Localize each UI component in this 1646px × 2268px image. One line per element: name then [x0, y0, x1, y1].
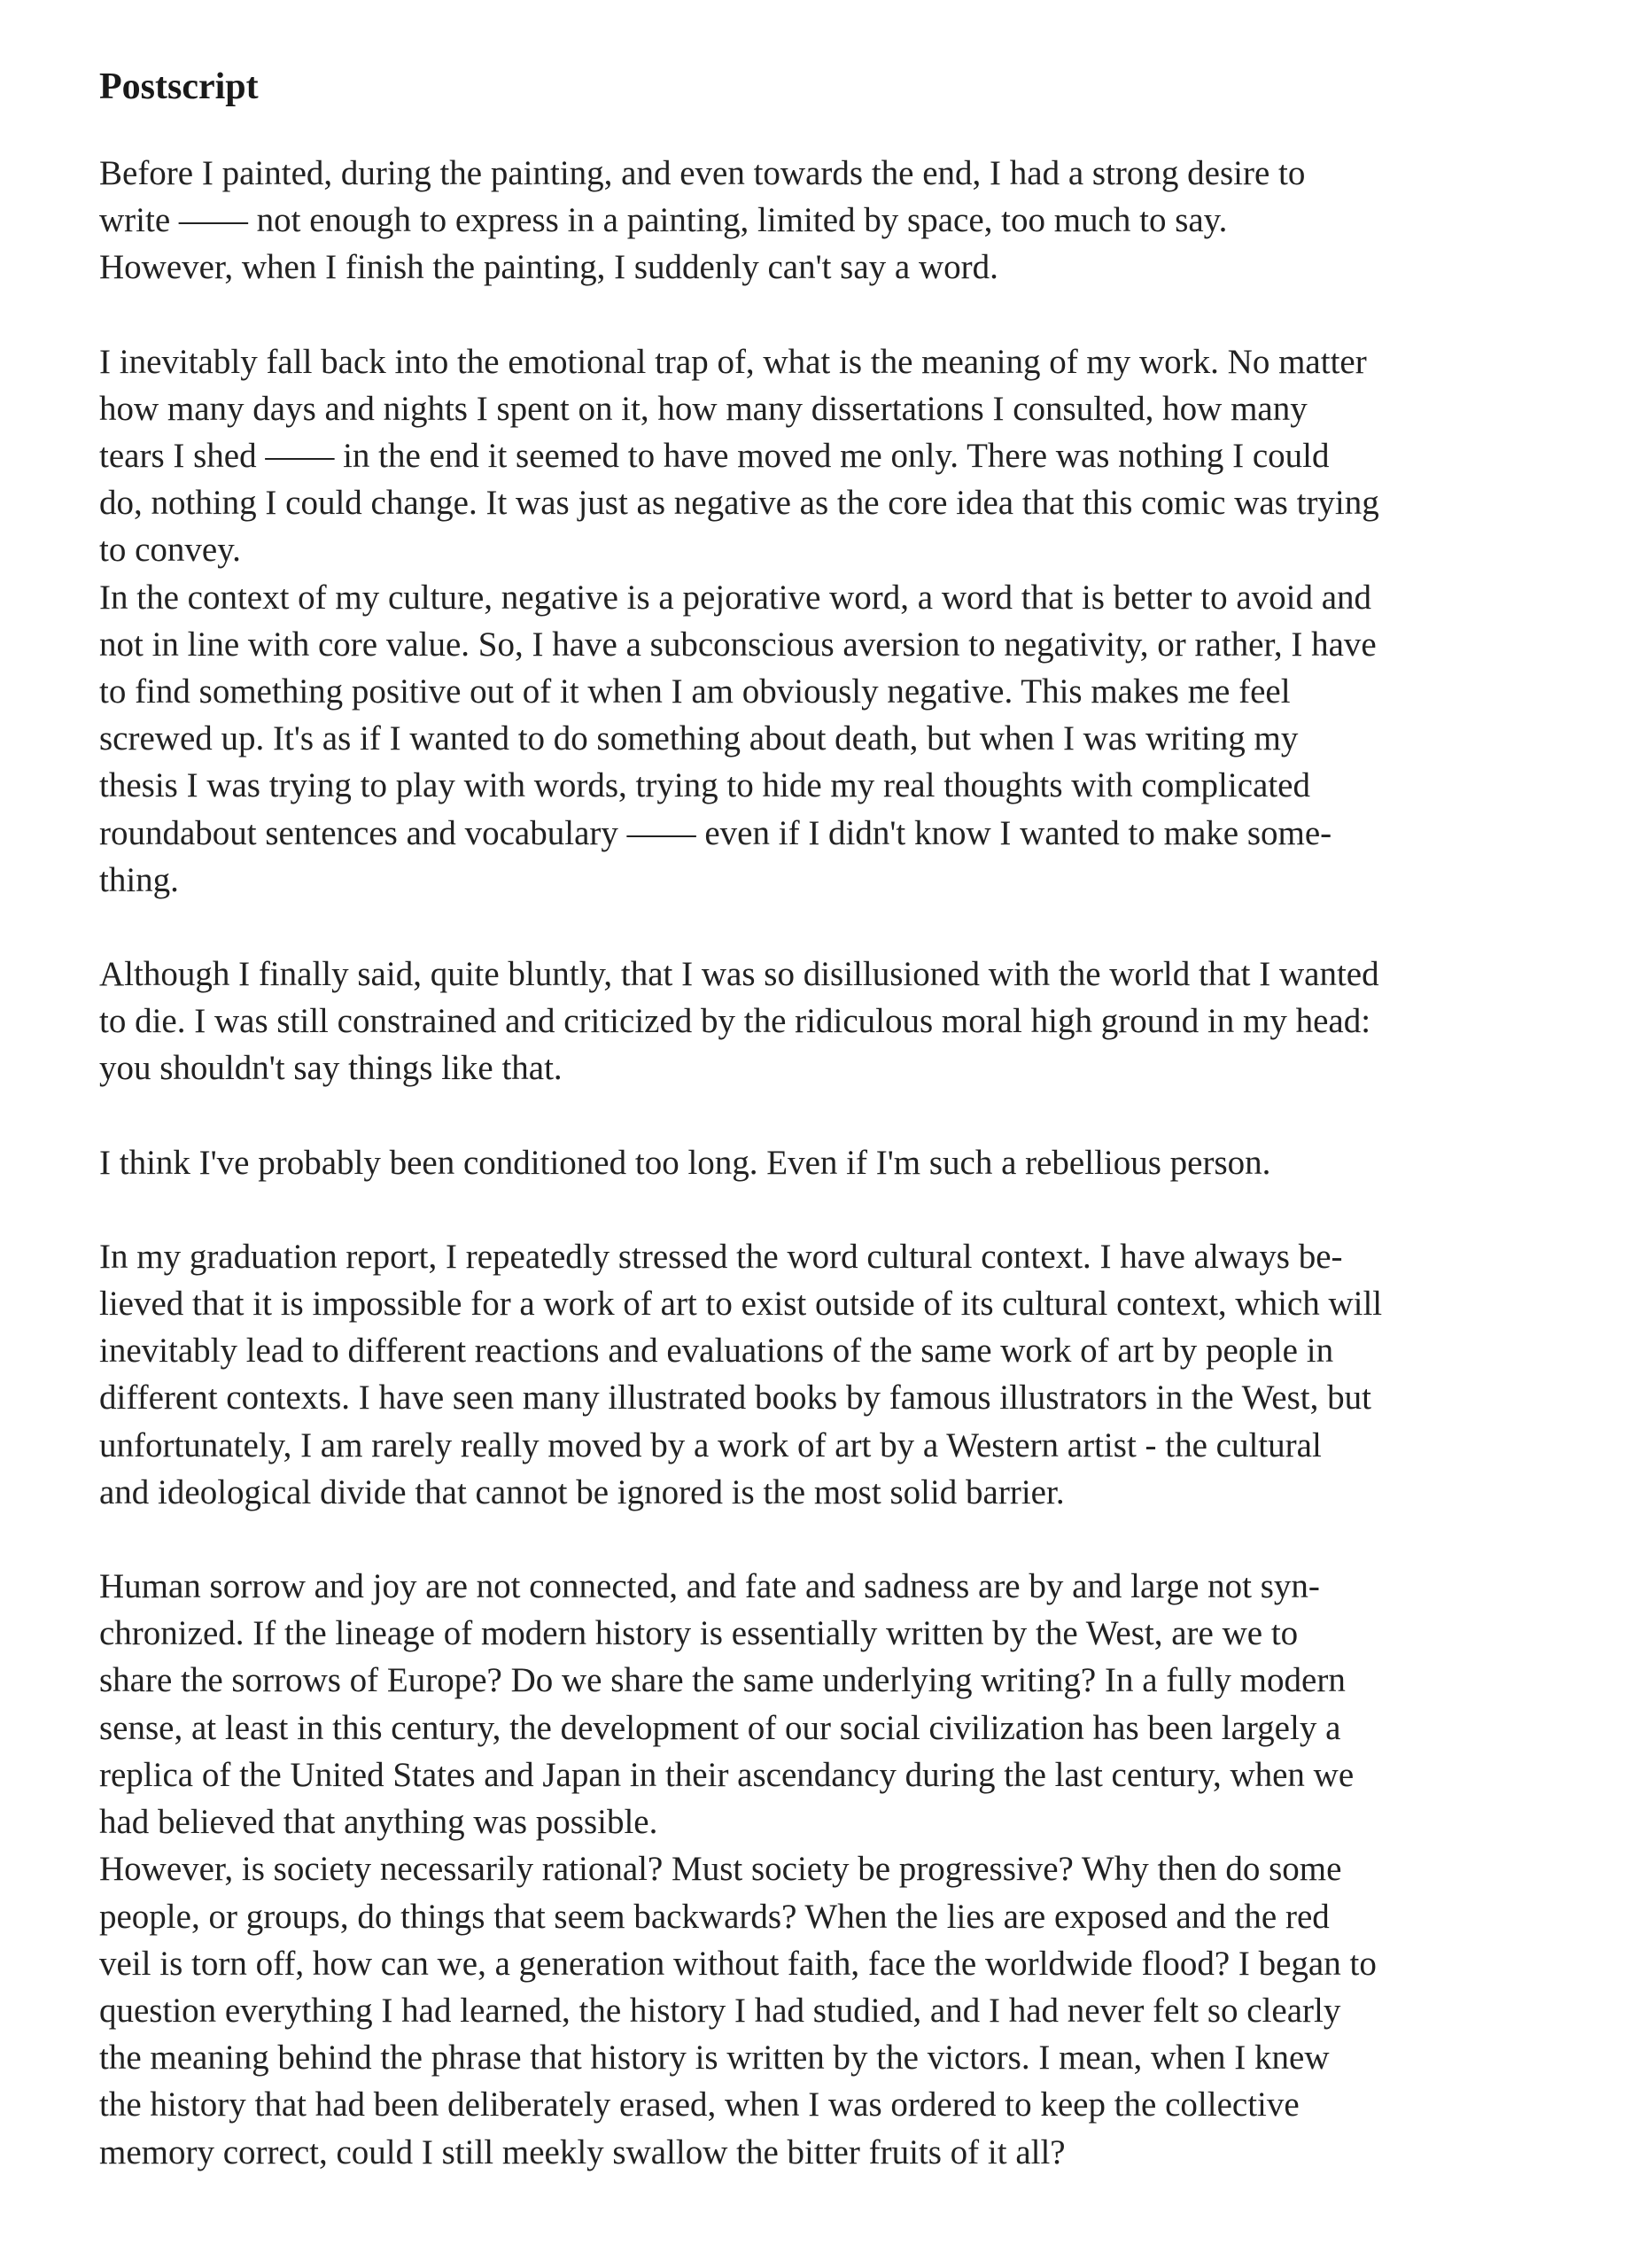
text-line: thesis I was trying to play with words, trying to hide my real thoughts with complicated: [99, 766, 1310, 805]
text-line: memory correct, could I still meekly swallow the bitter fruits of it all?: [99, 2132, 1066, 2171]
text-line: to die. I was still constrained and criticized by the ridiculous moral high ground in my head:: [99, 1002, 1371, 1041]
text-line: In the context of my culture, negative is a pejorative word, a word that is better to avoid and: [99, 578, 1372, 617]
text-line: Although I finally said, quite bluntly, that I was so disillusioned with the world that I wanted: [99, 955, 1379, 994]
text-line: Human sorrow and joy are not connected, and fate and sadness are by and large not syn-: [99, 1567, 1320, 1606]
text-line: the meaning behind the phrase that history is written by the victors. I mean, when I knew: [99, 2039, 1330, 2078]
page-title: Postscript: [99, 66, 259, 107]
paragraph: [99, 338, 1570, 574]
text-line: roundabout sentences and vocabulary —— even if I didn't know I wanted to make some-: [99, 813, 1332, 852]
paragraph-spacer: [99, 1092, 1570, 1139]
text-line: However, when I finish the painting, I suddenly can't say a word.: [99, 248, 998, 287]
text-line: different contexts. I have seen many illustrated books by famous illustrators in the West, but: [99, 1379, 1371, 1418]
text-line: and ideological divide that cannot be ignored is the most solid barrier.: [99, 1472, 1065, 1511]
text-line: screwed up. It's as if I wanted to do something about death, but when I was writing my: [99, 719, 1299, 758]
text-line: write —— not enough to express in a painting, limited by space, too much to say.: [99, 201, 1228, 240]
paragraph-spacer: [99, 1186, 1570, 1233]
text-line: lieved that it is impossible for a work of art to exist outside of its cultural context, which will: [99, 1285, 1383, 1324]
paragraph: [99, 1139, 1570, 1186]
text-line: I inevitably fall back into the emotional trap of, what is the meaning of my work. No matter: [99, 342, 1367, 381]
text-line: to convey.: [99, 531, 241, 570]
text-line: question everything I had learned, the history I had studied, and I had never felt so clearly: [99, 1991, 1341, 2030]
text-line: tears I shed —— in the end it seemed to have moved me only. There was nothing I could: [99, 437, 1330, 476]
paragraph: [99, 951, 1570, 1092]
text-line: how many days and nights I spent on it, how many dissertations I consulted, how many: [99, 389, 1308, 428]
text-line: share the sorrows of Europe? Do we share the same underlying writing? In a fully modern: [99, 1661, 1346, 1700]
text-line: thing.: [99, 860, 179, 899]
text-line: sense, at least in this century, the development of our social civilization has been largely a: [99, 1708, 1341, 1747]
text-line: do, nothing I could change. It was just as negative as the core idea that this comic was trying: [99, 484, 1379, 523]
text-line: Before I painted, during the painting, and even towards the end, I had a strong desire to: [99, 154, 1306, 192]
body-text: [99, 150, 1570, 2176]
text-line: chronized. If the lineage of modern history is essentially written by the West, are we to: [99, 1614, 1299, 1653]
text-line: veil is torn off, how can we, a generation without faith, face the worldwide flood? I began to: [99, 1944, 1377, 1983]
paragraph-spacer: [99, 1516, 1570, 1563]
text-line: In my graduation report, I repeatedly stressed the word cultural context. I have always be-: [99, 1237, 1343, 1276]
paragraph-spacer: [99, 291, 1570, 338]
paragraph: [99, 1233, 1570, 1516]
text-line: had believed that anything was possible.: [99, 1803, 658, 1842]
text-line: I think I've probably been conditioned too long. Even if I'm such a rebellious person.: [99, 1143, 1271, 1182]
paragraph: [99, 574, 1570, 904]
text-line: the history that had been deliberately erased, when I was ordered to keep the collective: [99, 2085, 1300, 2124]
text-line: However, is society necessarily rational? Must society be progressive? Why then do some: [99, 1850, 1342, 1889]
text-line: to find something positive out of it when I am obviously negative. This makes me feel: [99, 672, 1291, 711]
paragraph: [99, 1563, 1570, 1845]
document-page: [99, 62, 1570, 2176]
text-line: inevitably lead to different reactions and evaluations of the same work of art by people in: [99, 1332, 1334, 1371]
paragraph-spacer: [99, 904, 1570, 951]
text-line: you shouldn't say things like that.: [99, 1049, 563, 1088]
text-line: replica of the United States and Japan in their ascendancy during the last century, when we: [99, 1755, 1355, 1794]
text-line: not in line with core value. So, I have a subconscious aversion to negativity, or rather, I have: [99, 625, 1377, 664]
paragraph: [99, 1845, 1570, 2175]
text-line: people, or groups, do things that seem backwards? When the lies are exposed and the red: [99, 1897, 1330, 1936]
paragraph: [99, 150, 1570, 291]
text-line: unfortunately, I am rarely really moved by a work of art by a Western artist - the cultural: [99, 1425, 1322, 1464]
